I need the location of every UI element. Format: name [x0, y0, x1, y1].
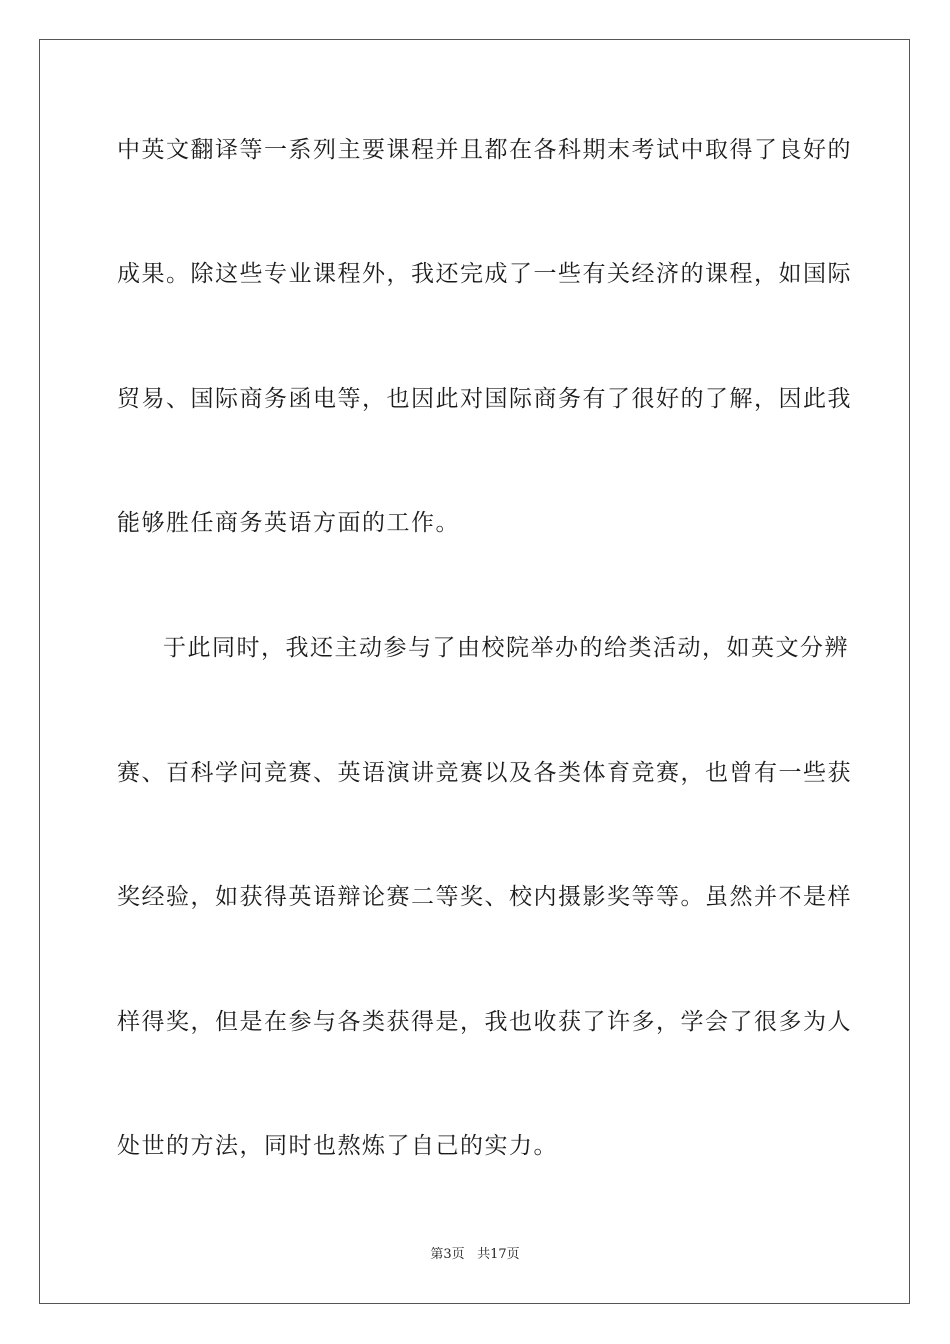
body-text-line: 样得奖，但是在参与各类获得是，我也收获了许多，学会了很多为人 [117, 1009, 852, 1035]
body-text-line: 赛、百科学问竞赛、英语演讲竞赛以及各类体育竞赛，也曾有一些获 [117, 760, 852, 786]
page-footer [0, 1246, 950, 1264]
page-number: 第3页 [430, 1247, 465, 1262]
body-text-line: 处世的方法，同时也熬炼了自己的实力。 [117, 1133, 558, 1159]
body-text-line: 奖经验，如获得英语辩论赛二等奖、校内摄影奖等等。虽然并不是样 [117, 884, 852, 910]
body-text-line: 能够胜任商务英语方面的工作。 [117, 510, 460, 536]
page-total: 共17页 [477, 1247, 520, 1262]
paragraph-first-line: 于此同时，我还主动参与了由校院举办的给类活动，如英文分辨 [163, 635, 849, 661]
body-text-line: 成果。除这些专业课程外，我还完成了一些有关经济的课程，如国际 [117, 261, 852, 287]
body-text-line: 中英文翻译等一系列主要课程并且都在各科期末考试中取得了良好的 [117, 137, 852, 163]
page-border [39, 39, 910, 1304]
body-text-line: 贸易、国际商务函电等，也因此对国际商务有了很好的了解，因此我 [117, 386, 852, 412]
